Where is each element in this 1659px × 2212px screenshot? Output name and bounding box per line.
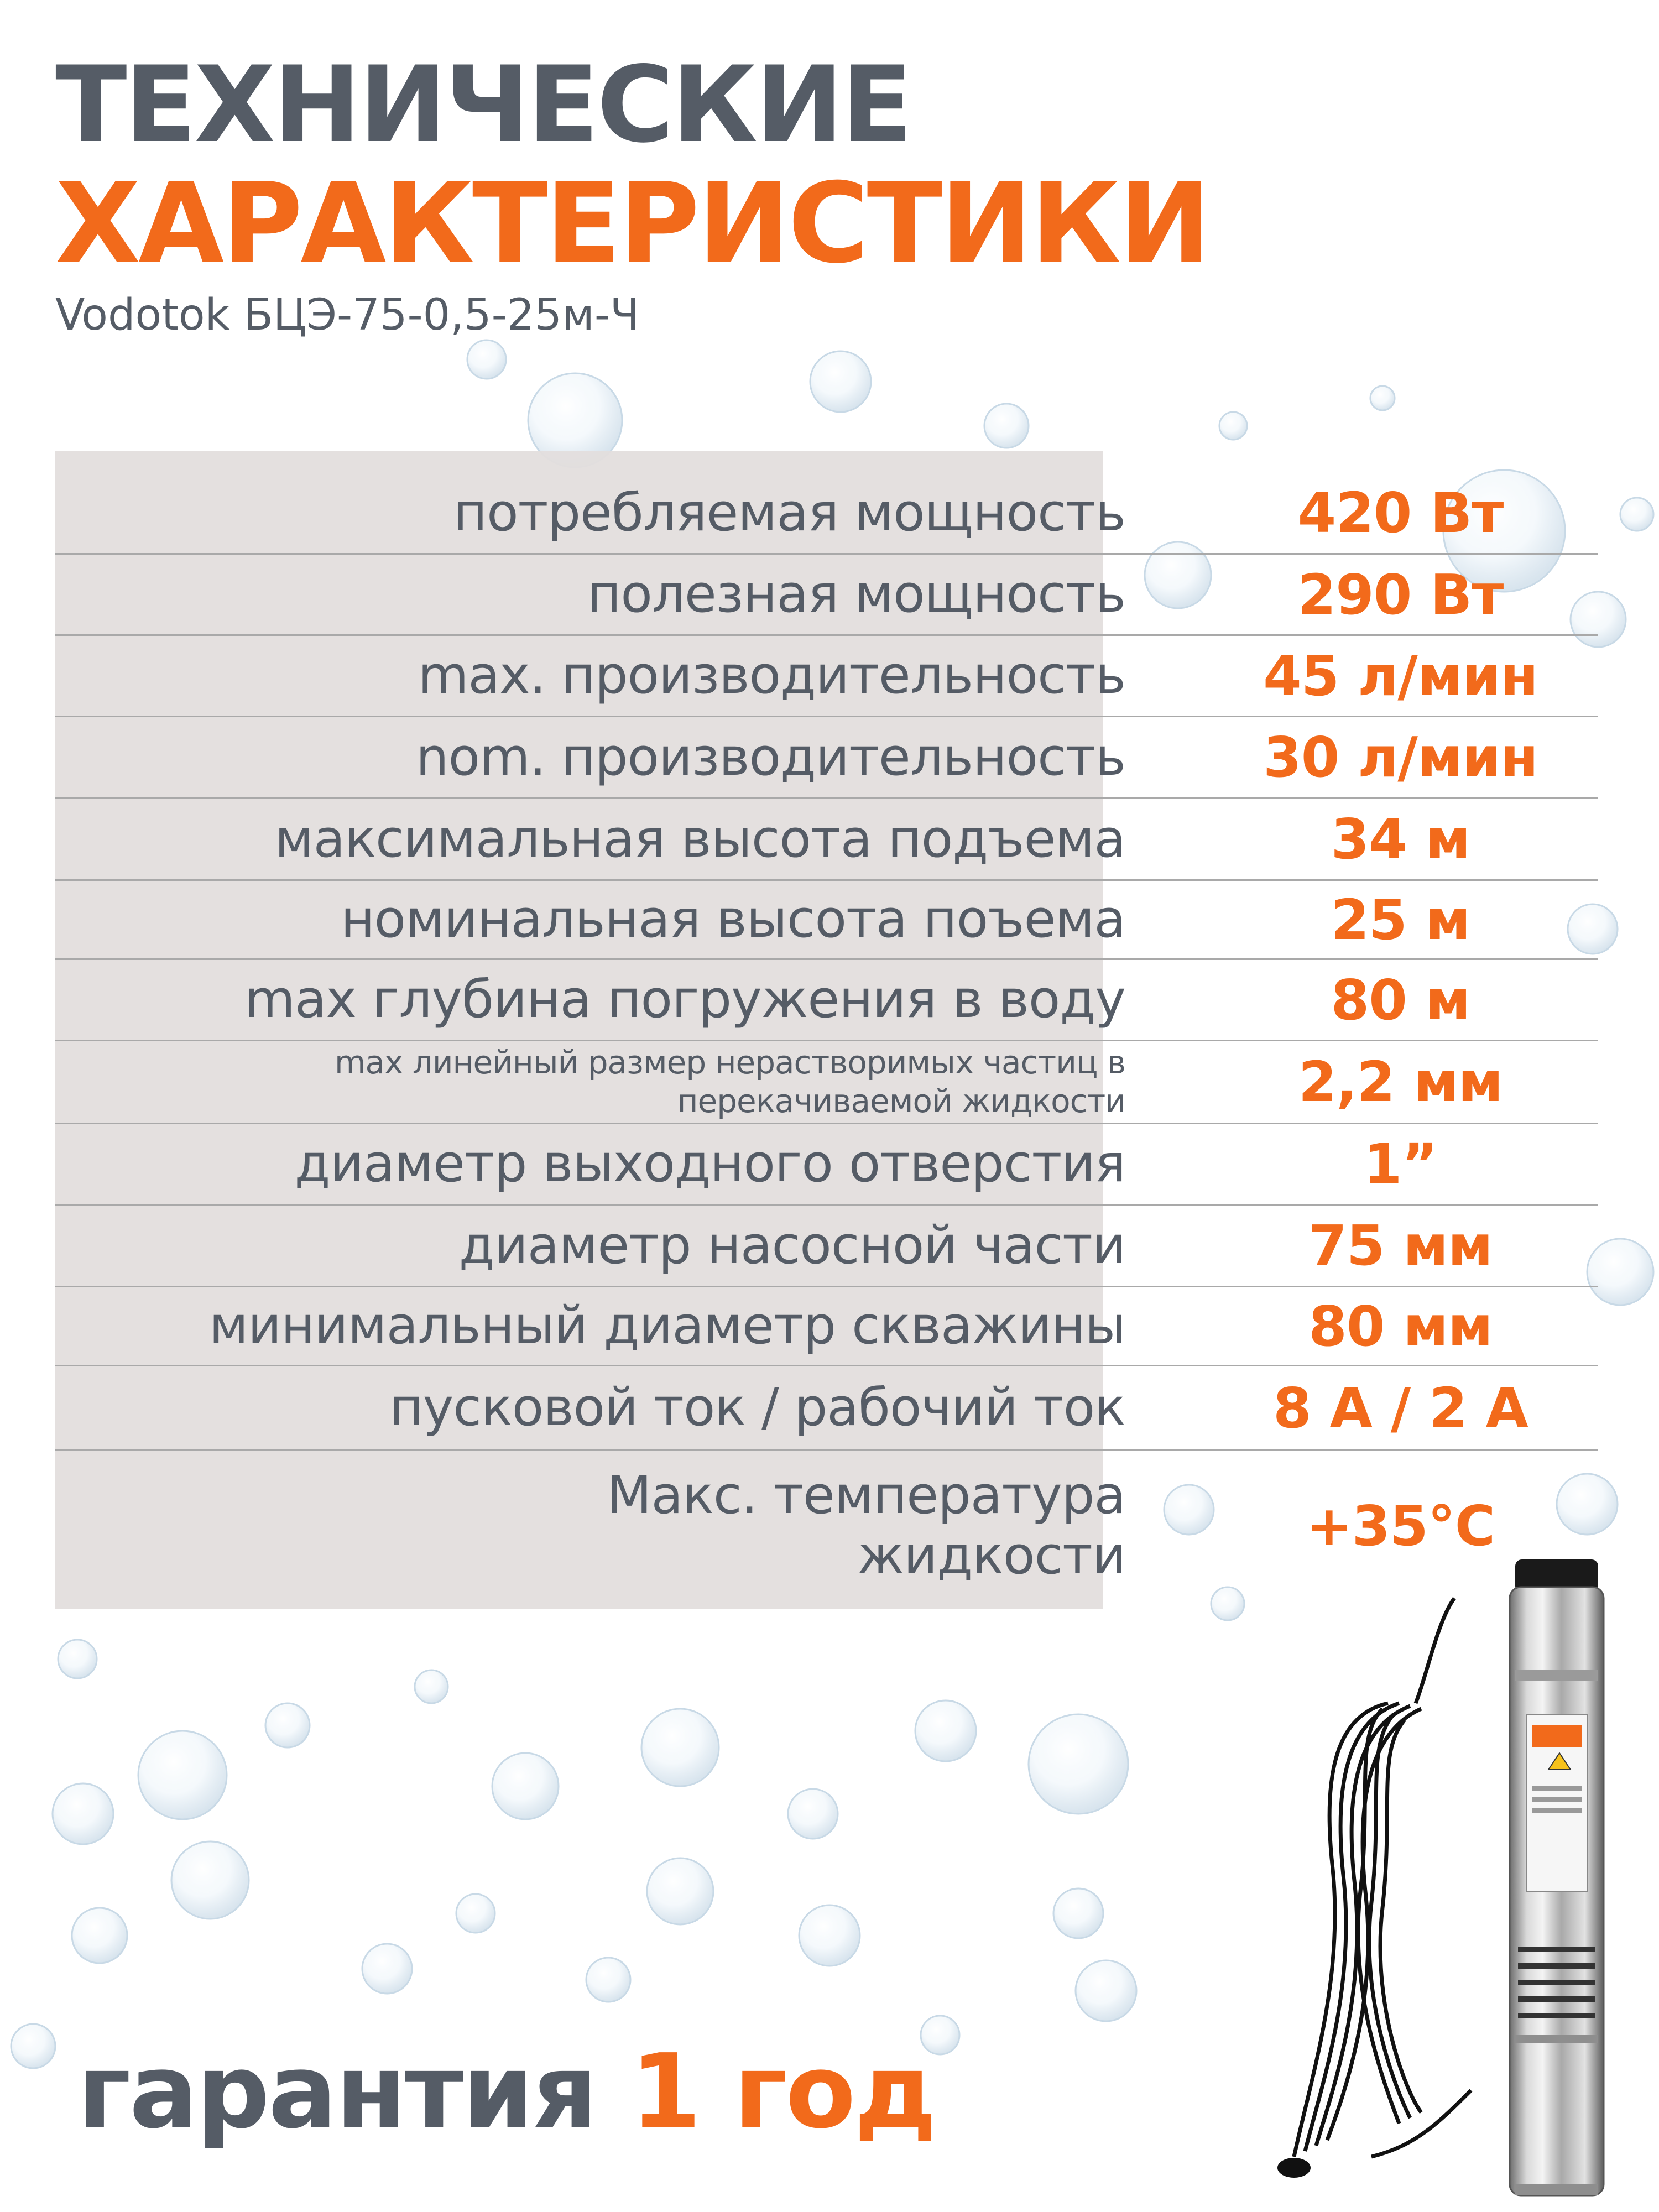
guarantee-line <box>77 2032 935 2151</box>
spec-value: 45 л/мин <box>1263 643 1538 708</box>
spec-row <box>55 1041 1598 1124</box>
spec-value: 80 м <box>1331 967 1470 1032</box>
spec-row <box>55 1124 1598 1206</box>
spec-label-line-2: перекачиваемой жидкости <box>677 1082 1125 1120</box>
spec-value: +35°С <box>1306 1493 1495 1558</box>
spec-label: диаметр выходного отверстия <box>294 1134 1125 1194</box>
spec-value: 34 м <box>1331 807 1470 872</box>
spec-label: максимальная высота подъема <box>274 808 1125 869</box>
spec-row <box>55 717 1598 799</box>
spec-value: 420 Вт <box>1297 481 1504 545</box>
spec-row <box>55 636 1598 717</box>
spec-value: 80 мм <box>1308 1293 1493 1359</box>
spec-label-line-1: Макс. температура <box>607 1465 1125 1526</box>
guarantee-text: гарантия <box>77 2032 597 2151</box>
spec-label: полезная мощность <box>587 564 1125 625</box>
spec-value: 1” <box>1363 1131 1438 1197</box>
spec-row <box>55 1287 1598 1366</box>
spec-label: потребляемая мощность <box>453 482 1125 543</box>
spec-label <box>335 1041 1125 1123</box>
spec-label: минимальный диаметр скважины <box>209 1296 1125 1357</box>
spec-label: max. производительность <box>418 645 1125 706</box>
spec-value: 2,2 мм <box>1298 1050 1503 1114</box>
spec-row <box>55 881 1598 960</box>
spec-label: nom. производительность <box>416 727 1125 787</box>
spec-row <box>55 799 1598 881</box>
spec-label: пусковой ток / рабочий ток <box>389 1378 1125 1438</box>
spec-value: 25 м <box>1331 887 1470 952</box>
spec-value: 290 Вт <box>1297 562 1504 627</box>
spec-row <box>55 473 1598 555</box>
spec-row <box>55 1366 1598 1451</box>
title-line-2: ХАРАКТЕРИСТИКИ <box>55 159 1209 288</box>
spec-row <box>55 960 1598 1041</box>
spec-label: диаметр насосной части <box>458 1215 1125 1276</box>
guarantee-term: 1 год <box>630 2032 935 2151</box>
spec-value: 30 л/мин <box>1263 725 1538 790</box>
spec-value: 75 мм <box>1308 1213 1493 1278</box>
submersible-pump-with-cable-icon <box>1272 1537 1659 2212</box>
spec-label: max глубина погружения в воду <box>244 969 1125 1030</box>
spec-row <box>55 555 1598 636</box>
spec-value: 8 А / 2 А <box>1273 1375 1528 1441</box>
spec-label <box>607 1451 1125 1600</box>
spec-label: номинальная высота поъема <box>341 889 1125 950</box>
title-line-1: ТЕХНИЧЕСКИЕ <box>55 44 911 166</box>
spec-row <box>55 1206 1598 1287</box>
spec-label-line-2: жидкости <box>857 1526 1125 1586</box>
spec-label-line-1: max линейный размер нерастворимых частиц в <box>334 1043 1125 1081</box>
model-name: Vodotok БЦЭ-75-0,5-25м-Ч <box>55 290 640 340</box>
